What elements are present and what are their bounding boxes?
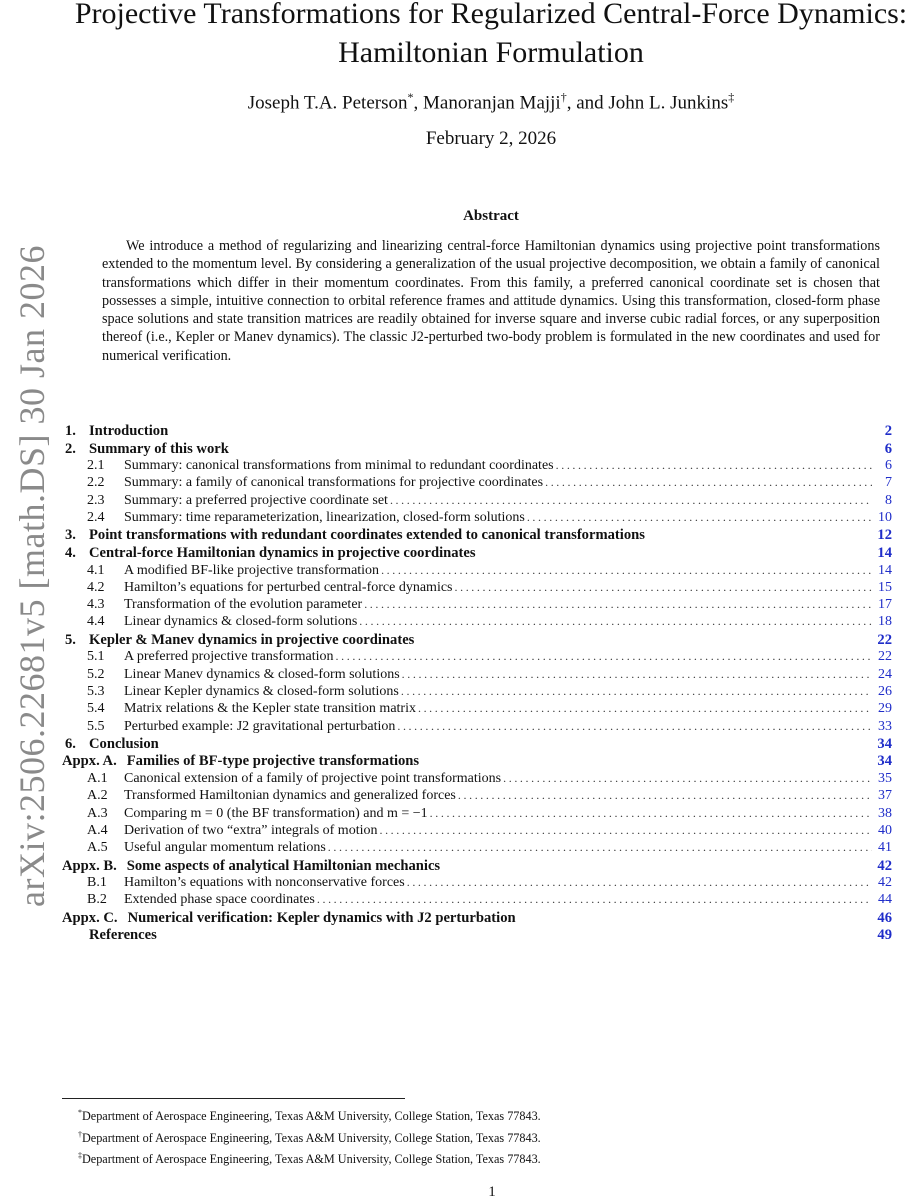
toc-entry-title[interactable]: Linear Manev dynamics & closed-form solutions	[124, 666, 400, 682]
toc-subsection-entry[interactable]	[62, 475, 892, 492]
toc-subsection-entry[interactable]	[62, 614, 892, 631]
toc-subsection-entry[interactable]	[62, 563, 892, 580]
toc-subsection-entry[interactable]	[62, 667, 892, 684]
toc-dot-leader	[379, 823, 872, 838]
toc-subsection-entry[interactable]	[62, 510, 892, 527]
toc-entry-number: 4.	[65, 544, 76, 561]
toc-entry-title[interactable]: Transformation of the evolution parameter	[124, 597, 363, 613]
toc-entry-title[interactable]: Some aspects of analytical Hamiltonian mechanics	[126, 857, 441, 874]
toc-page-link[interactable]: 44	[878, 892, 892, 908]
toc-dot-leader	[455, 580, 873, 595]
toc-page-link[interactable]: 22	[878, 649, 892, 665]
toc-section-entry[interactable]	[62, 632, 892, 650]
toc-dot-leader	[336, 649, 872, 664]
toc-entry-number: 5.3	[87, 683, 105, 699]
toc-dot-leader	[397, 719, 872, 734]
footnote-mark: ‡	[78, 1151, 82, 1161]
toc-section-entry[interactable]	[62, 753, 892, 771]
footnote-mark: *	[78, 1108, 82, 1117]
toc-entry-number: 2.3	[87, 492, 105, 508]
toc-page-link[interactable]: 34	[877, 753, 892, 770]
toc-section-entry[interactable]	[62, 927, 892, 945]
toc-subsection-entry[interactable]	[62, 684, 892, 701]
author-separator: ,	[413, 92, 423, 114]
toc-page-link[interactable]: 6	[884, 440, 892, 457]
toc-entry-number: 4.2	[87, 579, 105, 595]
toc-entry-title[interactable]: References	[89, 927, 157, 944]
toc-entry-title[interactable]: Summary of this work	[89, 440, 229, 457]
footnote-text: Department of Aerospace Engineering, Texas A&M University, College Station, Texas 77843.	[82, 1152, 541, 1167]
toc-entry-number: B.1	[87, 875, 107, 891]
toc-dot-leader	[407, 875, 872, 890]
toc-subsection-entry[interactable]	[62, 806, 892, 823]
toc-entry-title[interactable]: Derivation of two “extra” integrals of motion	[124, 822, 378, 838]
toc-page-link[interactable]: 35	[878, 771, 892, 787]
toc-page-link[interactable]: 2	[884, 423, 892, 439]
toc-entry-title[interactable]: Hamilton’s equations for perturbed central-force dynamics	[124, 579, 453, 595]
toc-page-link[interactable]: 14	[878, 562, 892, 578]
toc-page-link[interactable]: 10	[878, 510, 892, 526]
toc-page-link[interactable]: 49	[877, 927, 892, 944]
toc-page-link[interactable]: 41	[878, 840, 892, 856]
toc-entry-number: 5.5	[87, 718, 105, 734]
author-name: Manoranjan Majji	[423, 92, 561, 114]
toc-subsection-entry[interactable]	[62, 771, 892, 788]
toc-dot-leader	[556, 458, 872, 473]
toc-page-link[interactable]: 7	[885, 475, 892, 491]
toc-subsection-entry[interactable]	[62, 840, 892, 857]
toc-entry-number: A.2	[87, 788, 108, 804]
toc-page-link[interactable]: 46	[877, 909, 892, 926]
toc-entry-title[interactable]: Perturbed example: J2 gravitational perturbation	[124, 718, 396, 734]
toc-subsection-entry[interactable]	[62, 892, 892, 909]
toc-entry-title[interactable]: Useful angular momentum relations	[124, 840, 326, 856]
toc-entry-title[interactable]: Transformed Hamiltonian dynamics and generalized forces	[124, 788, 456, 804]
toc-entry-title[interactable]: Kepler & Manev dynamics in projective coordinates	[89, 631, 415, 648]
toc-subsection-entry[interactable]	[62, 597, 892, 614]
footnote-mark: †	[78, 1129, 82, 1139]
toc-entry-number: 5.2	[87, 666, 105, 682]
toc-subsection-entry[interactable]	[62, 719, 892, 736]
toc-section-entry[interactable]	[62, 736, 892, 754]
author-footnote-mark[interactable]: *	[407, 90, 414, 104]
paper-title: Projective Transformations for Regularized Central-Force Dynamics: Hamiltonian Formulation	[74, 0, 908, 69]
toc-entry-title[interactable]: Introduction	[89, 423, 169, 439]
toc-subsection-entry[interactable]	[62, 875, 892, 892]
toc-section-entry[interactable]	[62, 545, 892, 563]
toc-entry-number: 2.4	[87, 510, 105, 526]
toc-subsection-entry[interactable]	[62, 458, 892, 475]
toc-dot-leader	[328, 840, 872, 855]
toc-dot-leader	[458, 788, 872, 803]
toc-page-link[interactable]: 15	[878, 579, 892, 595]
toc-entry-title[interactable]: Hamilton’s equations with nonconservative forces	[124, 875, 405, 891]
toc-entry-number: B.2	[87, 892, 107, 908]
author-final-separator: and	[576, 92, 609, 114]
toc-entry-number: 4.4	[87, 614, 105, 630]
toc-entry-number: Appx. A.	[62, 753, 117, 770]
toc-entry-number: 3.	[65, 527, 76, 544]
toc-section-entry[interactable]	[62, 441, 892, 459]
footnote-divider	[62, 1098, 405, 1099]
toc-entry-title[interactable]: Matrix relations & the Kepler state transition matrix	[124, 701, 416, 717]
toc-dot-leader	[359, 614, 872, 629]
toc-page-link[interactable]: 29	[878, 701, 892, 717]
toc-dot-leader	[430, 806, 872, 821]
toc-entry-number: 6.	[65, 735, 76, 752]
footnote	[78, 1126, 541, 1148]
toc-subsection-entry[interactable]	[62, 580, 892, 597]
toc-page-link[interactable]: 18	[878, 614, 892, 630]
toc-entry-number: A.5	[87, 840, 108, 856]
toc-entry-number: 1.	[65, 423, 76, 439]
toc-entry-number: A.4	[87, 822, 108, 838]
toc-dot-leader	[402, 667, 872, 682]
toc-entry-title[interactable]: Linear dynamics & closed-form solutions	[124, 614, 358, 630]
toc-entry-number: 4.3	[87, 597, 105, 613]
toc-entry-title[interactable]: Extended phase space coordinates	[124, 892, 315, 908]
toc-dot-leader	[390, 493, 872, 508]
table-of-contents	[62, 423, 892, 945]
footnotes	[78, 1104, 541, 1169]
toc-dot-leader	[527, 510, 872, 525]
author-list	[62, 90, 920, 114]
toc-entry-number: 2.	[65, 440, 76, 457]
toc-page-link[interactable]: 42	[878, 875, 892, 891]
toc-page-link[interactable]: 40	[878, 822, 892, 838]
toc-page-link[interactable]: 26	[878, 683, 892, 699]
toc-subsection-entry[interactable]	[62, 701, 892, 718]
toc-page-link[interactable]: 24	[878, 666, 892, 682]
toc-page-link[interactable]: 34	[877, 735, 892, 752]
toc-page-link[interactable]: 17	[878, 597, 892, 613]
toc-section-entry[interactable]	[62, 423, 892, 441]
abstract-body: We introduce a method of regularizing and linearizing central-force Hamiltonian dynamics using projective point transformations extended to the momentum level. By considering a generalization of the usual projective decomposition, we obtain a family of canonical transformations which differ in their momentum coordinates. From this family, a preferred canonical coordinate set is chosen that possesses a simple, intuitive connection to orbital reference frames and attitude dynamics. Using this transformation, closed-form phase space solutions and state transition matrices are readily obtained for inverse square and inverse cubic radial forces, or any superposition thereof (i.e., Kepler or Manev dynamics). The classic J2-perturbed two-body problem is formulated in the new coordinates and used for numerical verification.	[102, 238, 880, 364]
toc-entry-title[interactable]: Summary: a family of canonical transformations for projective coordinates	[124, 475, 544, 491]
toc-entry-number: Appx. B.	[62, 857, 117, 874]
footnote	[78, 1104, 541, 1126]
toc-entry-number: 4.1	[87, 562, 105, 578]
toc-entry-title[interactable]: Summary: canonical transformations from minimal to redundant coordinates	[124, 458, 554, 474]
toc-entry-number: Appx. C.	[62, 909, 118, 926]
toc-entry-title[interactable]: Linear Kepler dynamics & closed-form solutions	[124, 683, 399, 699]
toc-entry-number: A.3	[87, 805, 108, 821]
toc-section-entry[interactable]	[62, 910, 892, 928]
toc-dot-leader	[364, 597, 872, 612]
toc-entry-title[interactable]: Conclusion	[89, 735, 159, 752]
toc-entry-title[interactable]: Canonical extension of a family of projective point transformations	[124, 771, 502, 787]
toc-page-link[interactable]: 22	[877, 631, 892, 648]
toc-page-link[interactable]: 38	[878, 805, 892, 821]
toc-entry-number: 2.1	[87, 458, 105, 474]
author-separator: ,	[566, 92, 577, 114]
toc-page-link[interactable]: 37	[878, 788, 892, 804]
toc-entry-number: 5.1	[87, 649, 105, 665]
toc-subsection-entry[interactable]	[62, 649, 892, 666]
toc-page-link[interactable]: 6	[885, 458, 892, 474]
toc-entry-title[interactable]: Central-force Hamiltonian dynamics in projective coordinates	[89, 544, 476, 561]
page-number: 1	[488, 1184, 496, 1200]
toc-page-link[interactable]: 14	[877, 544, 892, 561]
toc-entry-title[interactable]: A modified BF-like projective transformation	[124, 562, 380, 578]
toc-entry-title[interactable]: Families of BF-type projective transformations	[126, 753, 420, 770]
toc-subsection-entry[interactable]	[62, 823, 892, 840]
toc-dot-leader	[545, 475, 872, 490]
toc-dot-leader	[381, 563, 872, 578]
author-name: John L. Junkins	[608, 92, 729, 114]
toc-dot-leader	[317, 892, 872, 907]
toc-subsection-entry[interactable]	[62, 493, 892, 510]
toc-dot-leader	[503, 771, 872, 786]
toc-entry-number: 5.	[65, 631, 76, 648]
toc-entry-title[interactable]: Point transformations with redundant coordinates extended to canonical transformations	[89, 527, 645, 544]
footnote-text: Department of Aerospace Engineering, Texas A&M University, College Station, Texas 77843.	[82, 1130, 541, 1145]
toc-section-entry[interactable]	[62, 858, 892, 876]
toc-dot-leader	[418, 701, 872, 716]
author-footnote-mark[interactable]: †	[560, 90, 567, 104]
toc-page-link[interactable]: 12	[877, 527, 892, 544]
toc-entry-number: A.1	[87, 771, 108, 787]
toc-entry-title[interactable]: Comparing m = 0 (the BF transformation) and m = −1	[124, 805, 428, 821]
arxiv-identifier-stamp: arXiv:2506.22681v5 [math.DS] 30 Jan 2026	[12, 245, 52, 907]
toc-dot-leader	[401, 684, 872, 699]
author-footnote-mark[interactable]: ‡	[728, 90, 735, 104]
toc-entry-number: 2.2	[87, 475, 105, 491]
footnote	[78, 1147, 541, 1169]
toc-subsection-entry[interactable]	[62, 788, 892, 805]
toc-section-entry[interactable]	[62, 527, 892, 545]
toc-entry-title[interactable]: Numerical verification: Kepler dynamics with J2 perturbation	[127, 909, 516, 926]
author-name: Joseph T.A. Peterson	[247, 92, 408, 114]
footnote-text: Department of Aerospace Engineering, Texas A&M University, College Station, Texas 77843.	[82, 1109, 541, 1124]
toc-page-link[interactable]: 33	[878, 718, 892, 734]
abstract-heading: Abstract	[463, 208, 519, 224]
toc-entry-title[interactable]: A preferred projective transformation	[124, 649, 334, 665]
toc-entry-title[interactable]: Summary: a preferred projective coordinate set	[124, 492, 388, 508]
toc-entry-number: 5.4	[87, 701, 105, 717]
toc-entry-title[interactable]: Summary: time reparameterization, linearization, closed-form solutions	[124, 510, 525, 526]
toc-page-link[interactable]: 8	[885, 492, 892, 508]
publication-date: February 2, 2026	[425, 128, 557, 149]
toc-page-link[interactable]: 42	[877, 857, 892, 874]
